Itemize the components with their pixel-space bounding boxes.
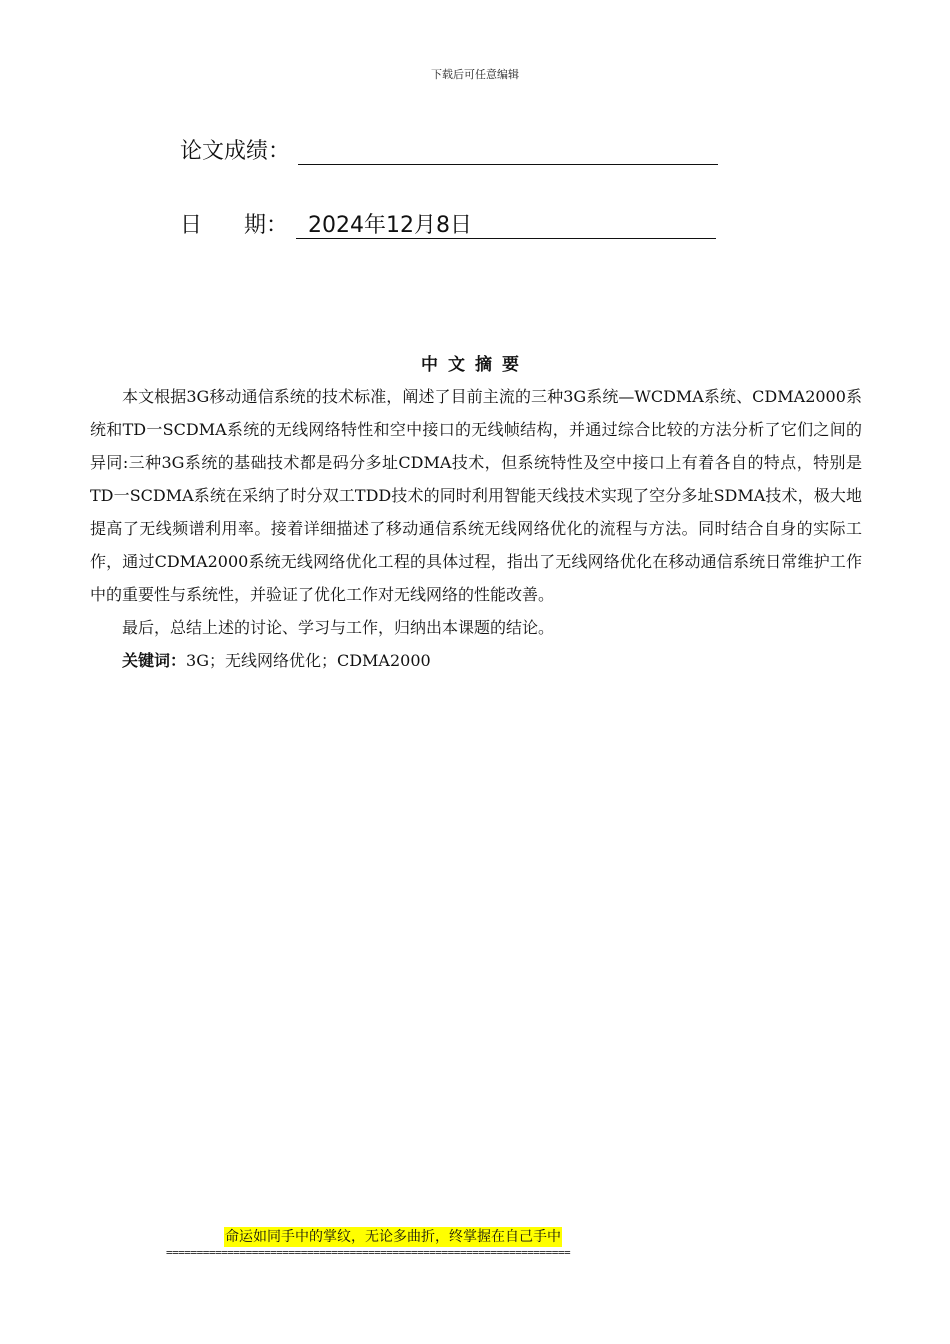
abstract-paragraph-1: 本文根据3G移动通信系统的技术标准，阐述了目前主流的三种3G系统—WCDMA系统、CDMA2000系统和TD一SCDMA系统的无线网络特性和空中接口的无线帧结构，并通过综合比较的方法分析了它们之间的异同:三种3G系统的基础技术都是码分多址CDMA技术，但系统特性及空中接口上有着各自的特点，特别是TD一SCDMA系统在采纳了时分双工TDD技术的同时利用智能天线技术实现了空分多址SDMA技术，极大地提高了无线频谱利用率。接着详细描述了移动通信系统无线网络优化的流程与方法。同时结合自身的实际工作，通过CDMA2000系统无线网络优化工程的具体过程，指出了无线网络优化在移动通信系统日常维护工作中的重要性与系统性，并验证了优化工作对无线网络的性能改善。 — [90, 387, 862, 604]
score-label: 论文成绩： — [180, 139, 291, 164]
date-label: 日 期： — [180, 213, 288, 238]
date-value: 2024年12月8日 — [296, 213, 716, 239]
footer-motto: 命运如同手中的掌纹，无论多曲折，终掌握在自己手中 — [225, 1229, 561, 1245]
abstract-paragraph-2: 最后，总结上述的讨论、学习与工作，归纳出本课题的结论。 — [122, 618, 555, 637]
footer-rule: ================================================================== — [166, 1246, 571, 1259]
score-field — [180, 134, 718, 165]
score-line — [298, 138, 718, 165]
keywords-label: 关键词： — [122, 651, 187, 670]
date-field — [180, 208, 716, 239]
abstract-body — [90, 380, 862, 677]
keywords-value: 3G；无线网络优化；CDMA2000 — [186, 651, 431, 670]
header-note: 下载后可任意编辑 — [431, 68, 519, 81]
abstract-title: 中文摘要 — [421, 355, 529, 375]
keywords-line — [90, 644, 862, 677]
